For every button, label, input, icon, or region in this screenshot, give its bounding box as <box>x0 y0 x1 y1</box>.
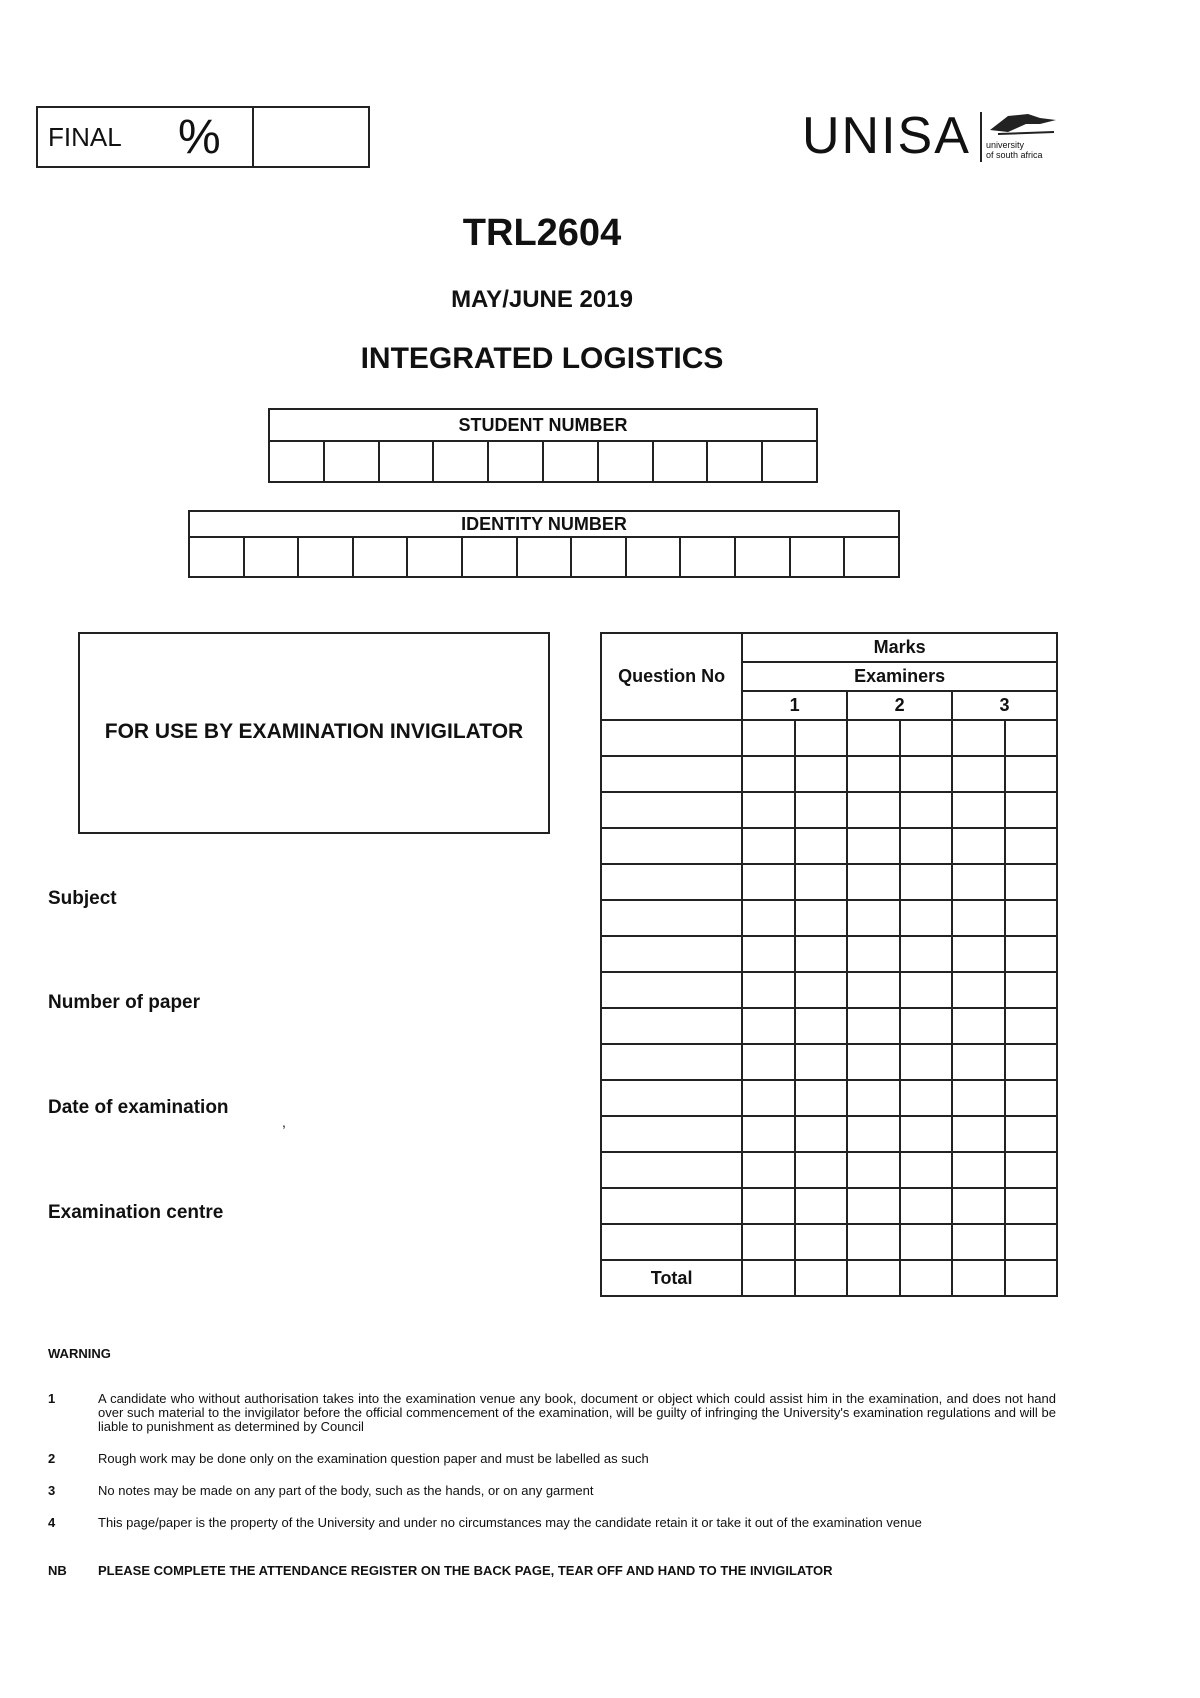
mark-cell[interactable] <box>847 972 899 1008</box>
mark-cell[interactable] <box>795 864 847 900</box>
mark-cell[interactable] <box>900 792 952 828</box>
subject-label: Subject <box>48 888 117 909</box>
invigilator-label: FOR USE BY EXAMINATION INVIGILATOR <box>104 720 524 743</box>
identity-number-cell[interactable] <box>845 538 898 576</box>
mark-cell[interactable] <box>1005 1008 1058 1044</box>
mark-cell[interactable] <box>1005 864 1058 900</box>
marks-row <box>601 1116 1057 1152</box>
mark-cell[interactable] <box>952 720 1004 756</box>
identity-number-label: IDENTITY NUMBER <box>190 512 898 538</box>
warning-item: 2 Rough work may be done only on the examination question paper and must be labelled as such <box>48 1451 649 1466</box>
marks-row <box>601 1044 1057 1080</box>
marks-row <box>601 756 1057 792</box>
mark-cell[interactable] <box>952 1224 1004 1260</box>
mark-cell[interactable] <box>847 900 899 936</box>
total-mark-cell[interactable] <box>900 1260 952 1296</box>
identity-number-cell[interactable] <box>299 538 354 576</box>
student-number-cell[interactable] <box>763 442 816 482</box>
identity-number-cell[interactable] <box>408 538 463 576</box>
question-no-cell[interactable] <box>601 972 742 1008</box>
mark-cell[interactable] <box>952 936 1004 972</box>
mark-cell[interactable] <box>900 1188 952 1224</box>
mark-cell[interactable] <box>795 1008 847 1044</box>
mark-cell[interactable] <box>900 936 952 972</box>
question-no-cell[interactable] <box>601 1152 742 1188</box>
identity-number-cell[interactable] <box>245 538 300 576</box>
mark-cell[interactable] <box>742 828 794 864</box>
marks-row <box>601 936 1057 972</box>
total-mark-cell[interactable] <box>952 1260 1004 1296</box>
mark-cell[interactable] <box>900 900 952 936</box>
mark-cell[interactable] <box>1005 1188 1058 1224</box>
student-number-cell[interactable] <box>708 442 763 482</box>
mark-cell[interactable] <box>847 1188 899 1224</box>
mark-cell[interactable] <box>795 900 847 936</box>
student-number-cell[interactable] <box>270 442 325 482</box>
mark-cell[interactable] <box>847 756 899 792</box>
identity-number-cell[interactable] <box>463 538 518 576</box>
question-no-cell[interactable] <box>601 756 742 792</box>
total-mark-cell[interactable] <box>1005 1260 1058 1296</box>
logo-tagline: university of south africa <box>986 140 1043 160</box>
mark-cell[interactable] <box>1005 972 1058 1008</box>
mark-cell[interactable] <box>952 1152 1004 1188</box>
mark-cell[interactable] <box>1005 720 1058 756</box>
marks-row <box>601 864 1057 900</box>
total-mark-cell[interactable] <box>795 1260 847 1296</box>
marks-row <box>601 1188 1057 1224</box>
identity-number-cell[interactable] <box>736 538 791 576</box>
nb-note: NB PLEASE COMPLETE THE ATTENDANCE REGISTER ON THE BACK PAGE, TEAR OFF AND HAND TO THE INVIGILATOR <box>48 1563 833 1578</box>
mark-cell[interactable] <box>742 1188 794 1224</box>
stray-mark: , <box>282 1114 286 1130</box>
mark-cell[interactable] <box>900 1080 952 1116</box>
marks-row <box>601 792 1057 828</box>
mark-cell[interactable] <box>847 1080 899 1116</box>
logo-wordmark: UNISA <box>802 107 971 165</box>
student-number-cells <box>270 442 816 482</box>
mark-cell[interactable] <box>1005 936 1058 972</box>
student-number-label: STUDENT NUMBER <box>270 410 816 442</box>
mark-cell[interactable] <box>1005 756 1058 792</box>
question-no-cell[interactable] <box>601 900 742 936</box>
mark-cell[interactable] <box>795 720 847 756</box>
mark-cell[interactable] <box>795 936 847 972</box>
mark-cell[interactable] <box>952 864 1004 900</box>
mark-cell[interactable] <box>847 1008 899 1044</box>
unisa-logo <box>802 106 1062 166</box>
identity-number-cell[interactable] <box>791 538 846 576</box>
mark-cell[interactable] <box>742 1224 794 1260</box>
marks-row <box>601 1008 1057 1044</box>
invigilator-box <box>78 632 550 834</box>
mark-cell[interactable] <box>952 756 1004 792</box>
examiner-1-header: 1 <box>742 691 847 720</box>
mark-cell[interactable] <box>952 900 1004 936</box>
mark-cell[interactable] <box>742 1044 794 1080</box>
mark-cell[interactable] <box>952 792 1004 828</box>
final-mark-box <box>36 106 370 168</box>
question-no-cell[interactable] <box>601 1044 742 1080</box>
module-code: TRL2604 <box>462 212 622 254</box>
identity-number-cell[interactable] <box>627 538 682 576</box>
mark-cell[interactable] <box>742 756 794 792</box>
mark-cell[interactable] <box>1005 900 1058 936</box>
question-no-cell[interactable] <box>601 1188 742 1224</box>
examination-centre-label: Examination centre <box>48 1202 224 1223</box>
question-no-header: Question No <box>601 633 742 720</box>
mark-cell[interactable] <box>847 936 899 972</box>
marks-row <box>601 972 1057 1008</box>
marks-header: Marks <box>742 633 1057 662</box>
mark-cell[interactable] <box>795 1188 847 1224</box>
mark-cell[interactable] <box>742 720 794 756</box>
student-number-cell[interactable] <box>599 442 654 482</box>
mark-cell[interactable] <box>847 1224 899 1260</box>
question-no-cell[interactable] <box>601 792 742 828</box>
mark-cell[interactable] <box>795 972 847 1008</box>
marks-row <box>601 900 1057 936</box>
mark-cell[interactable] <box>952 972 1004 1008</box>
mark-cell[interactable] <box>900 756 952 792</box>
mark-cell[interactable] <box>742 1152 794 1188</box>
mark-cell[interactable] <box>795 1080 847 1116</box>
mark-cell[interactable] <box>900 972 952 1008</box>
mark-cell[interactable] <box>795 1044 847 1080</box>
mark-cell[interactable] <box>847 864 899 900</box>
mark-cell[interactable] <box>900 1152 952 1188</box>
mark-cell[interactable] <box>795 1152 847 1188</box>
mark-cell[interactable] <box>900 1224 952 1260</box>
question-no-cell[interactable] <box>601 720 742 756</box>
total-mark-cell[interactable] <box>847 1260 899 1296</box>
mark-cell[interactable] <box>847 1152 899 1188</box>
mark-cell[interactable] <box>795 1224 847 1260</box>
mark-cell[interactable] <box>900 828 952 864</box>
mark-cell[interactable] <box>742 900 794 936</box>
percent-sign: % <box>178 111 221 164</box>
marks-row <box>601 828 1057 864</box>
identity-number-cell[interactable] <box>681 538 736 576</box>
number-of-paper-label: Number of paper <box>48 992 201 1013</box>
examiner-2-header: 2 <box>847 691 952 720</box>
mark-cell[interactable] <box>952 1008 1004 1044</box>
identity-number-cell[interactable] <box>354 538 409 576</box>
identity-number-cell[interactable] <box>572 538 627 576</box>
logo-separator <box>980 112 982 162</box>
question-no-cell[interactable] <box>601 936 742 972</box>
mark-cell[interactable] <box>742 792 794 828</box>
mark-cell[interactable] <box>900 1044 952 1080</box>
examiners-header: Examiners <box>742 662 1057 691</box>
question-no-cell[interactable] <box>601 1116 742 1152</box>
question-no-cell[interactable] <box>601 1224 742 1260</box>
identity-number-cell[interactable] <box>518 538 573 576</box>
question-no-cell[interactable] <box>601 864 742 900</box>
mark-cell[interactable] <box>847 828 899 864</box>
mark-cell[interactable] <box>900 1008 952 1044</box>
mark-cell[interactable] <box>900 720 952 756</box>
final-box-divider <box>252 108 254 166</box>
examiner-3-header: 3 <box>952 691 1057 720</box>
marks-row <box>601 1080 1057 1116</box>
marks-row <box>601 1152 1057 1188</box>
mark-cell[interactable] <box>742 1080 794 1116</box>
mark-cell[interactable] <box>1005 1080 1058 1116</box>
mark-cell[interactable] <box>742 864 794 900</box>
question-no-cell[interactable] <box>601 828 742 864</box>
marks-table <box>600 632 1058 1297</box>
mark-cell[interactable] <box>900 1116 952 1152</box>
student-number-grid <box>268 408 818 483</box>
warning-title: WARNING <box>48 1346 111 1361</box>
student-number-cell[interactable] <box>654 442 709 482</box>
logo-emblem-icon <box>988 110 1058 138</box>
mark-cell[interactable] <box>1005 1044 1058 1080</box>
mark-cell[interactable] <box>742 1116 794 1152</box>
identity-number-cell[interactable] <box>190 538 245 576</box>
mark-cell[interactable] <box>742 972 794 1008</box>
mark-cell[interactable] <box>847 792 899 828</box>
mark-cell[interactable] <box>1005 1152 1058 1188</box>
mark-cell[interactable] <box>742 936 794 972</box>
mark-cell[interactable] <box>952 1188 1004 1224</box>
mark-cell[interactable] <box>1005 1224 1058 1260</box>
question-no-cell[interactable] <box>601 1080 742 1116</box>
warning-item: 3 No notes may be made on any part of the body, such as the hands, or on any garment <box>48 1483 594 1498</box>
student-number-cell[interactable] <box>325 442 380 482</box>
mark-cell[interactable] <box>952 1080 1004 1116</box>
course-title: INTEGRATED LOGISTICS <box>360 342 724 375</box>
final-label: FINAL <box>48 122 122 152</box>
student-number-cell[interactable] <box>489 442 544 482</box>
mark-cell[interactable] <box>847 1116 899 1152</box>
total-label: Total <box>601 1260 742 1296</box>
marks-row <box>601 720 1057 756</box>
mark-cell[interactable] <box>795 828 847 864</box>
mark-cell[interactable] <box>847 720 899 756</box>
mark-cell[interactable] <box>795 756 847 792</box>
student-number-cell[interactable] <box>434 442 489 482</box>
mark-cell[interactable] <box>952 828 1004 864</box>
mark-cell[interactable] <box>795 792 847 828</box>
mark-cell[interactable] <box>847 1044 899 1080</box>
mark-cell[interactable] <box>742 1008 794 1044</box>
identity-number-grid <box>188 510 900 578</box>
student-number-cell[interactable] <box>380 442 435 482</box>
mark-cell[interactable] <box>795 1116 847 1152</box>
date-of-examination-label: Date of examination <box>48 1097 229 1118</box>
mark-cell[interactable] <box>900 864 952 900</box>
exam-session: MAY/JUNE 2019 <box>451 286 633 313</box>
total-row <box>601 1260 1057 1296</box>
mark-cell[interactable] <box>1005 1116 1058 1152</box>
student-number-cell[interactable] <box>544 442 599 482</box>
warning-item: 4 This page/paper is the property of the University and under no circumstances may the candidate retain it or take it out of the examination venue <box>48 1515 922 1530</box>
question-no-cell[interactable] <box>601 1008 742 1044</box>
marks-row <box>601 1224 1057 1260</box>
mark-cell[interactable] <box>952 1116 1004 1152</box>
mark-cell[interactable] <box>1005 792 1058 828</box>
mark-cell[interactable] <box>1005 828 1058 864</box>
total-mark-cell[interactable] <box>742 1260 794 1296</box>
mark-cell[interactable] <box>952 1044 1004 1080</box>
identity-number-cells <box>190 538 898 576</box>
warning-item: 1 A candidate who without authorisation takes into the examination venue any book, document or object which could assist him in the examination, and does not hand over such material to the invigilator before the official commencement of the examination, will be guilty of infringing the University's examination regulations and will be liable to punishment as determined by Council <box>48 1391 1056 1434</box>
